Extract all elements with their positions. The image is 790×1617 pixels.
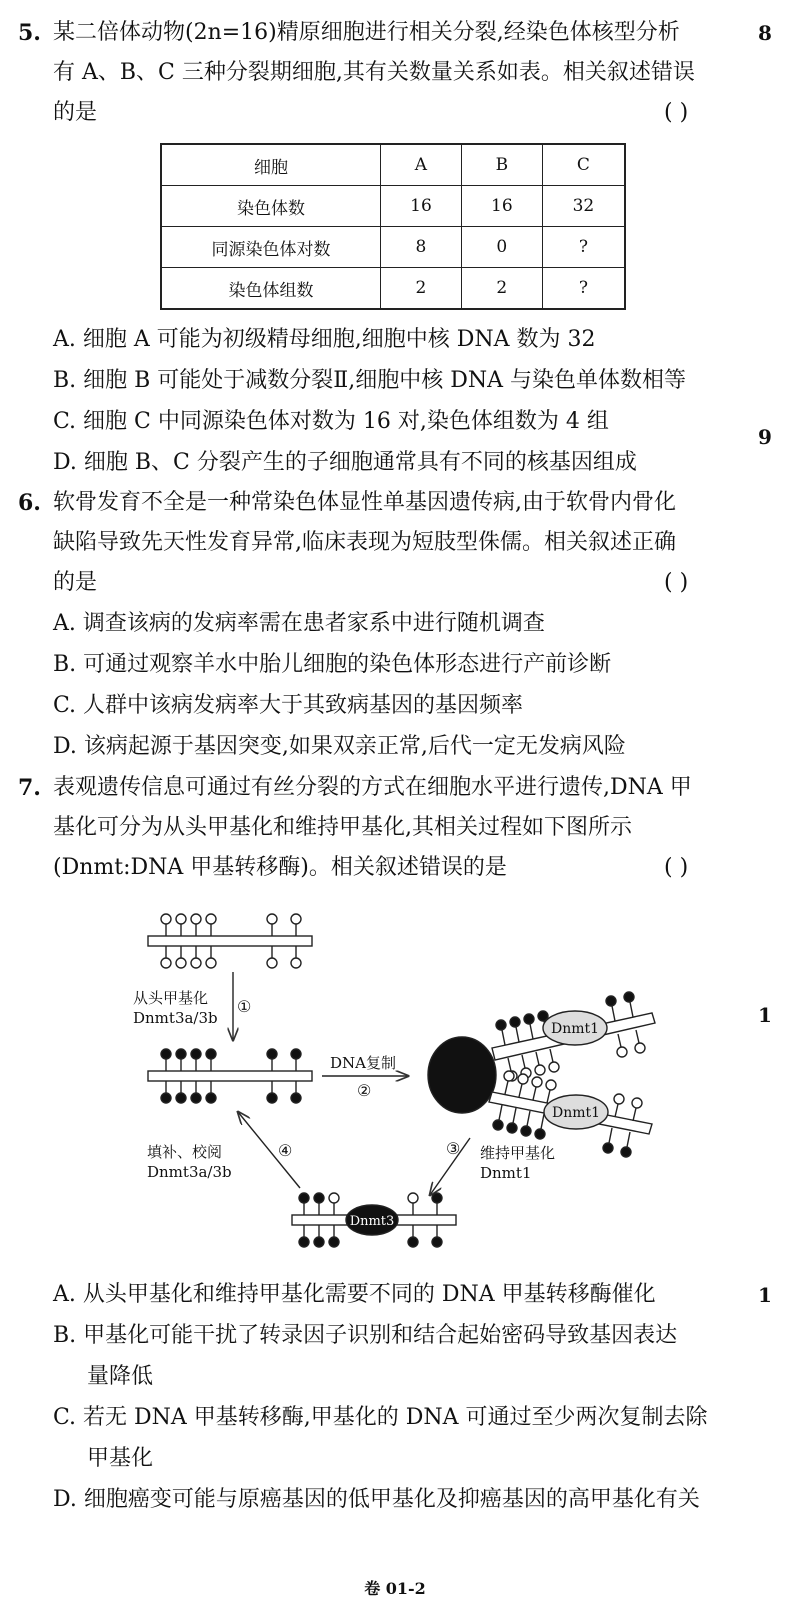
question-6-option-a: A. 调查该病的发病率需在患者家系中进行随机调查 xyxy=(53,611,545,636)
margin-number: 1 xyxy=(758,1003,772,1027)
question-7-stem-line: (Dnmt:DNA 甲基转移酶)。相关叙述错误的是 xyxy=(53,855,507,880)
question-6-option-c: C. 人群中该病发病率大于其致病基因的基因频率 xyxy=(53,693,524,718)
question-7-option-a: A. 从头甲基化和维持甲基化需要不同的 DNA 甲基转移酶催化 xyxy=(53,1282,656,1307)
margin-number: 8 xyxy=(758,21,772,45)
step1-enzyme: Dnmt3a/3b xyxy=(133,1009,218,1027)
table-cell: 8 xyxy=(381,227,462,268)
table-cell: A xyxy=(381,144,462,186)
question-6-option-d: D. 该病起源于基因突变,如果双亲正常,后代一定无发病风险 xyxy=(53,734,626,759)
dnmt3-label: Dnmt3 xyxy=(349,1214,395,1229)
replication-fork-icon xyxy=(428,992,655,1157)
question-6-stem-line: 的是 xyxy=(53,570,98,595)
question-7-option-c-continued: 甲基化 xyxy=(87,1446,154,1471)
table-cell: 同源染色体对数 xyxy=(161,227,381,268)
answer-blank: ( ) xyxy=(664,100,689,125)
table-cell: 16 xyxy=(381,186,462,227)
margin-number: 9 xyxy=(758,425,772,449)
answer-blank: ( ) xyxy=(664,855,689,880)
page-footer: 卷 01-2 xyxy=(364,1579,426,1598)
table-cell: 2 xyxy=(381,268,462,310)
step2-number: ② xyxy=(357,1081,372,1100)
question-7-option-b: B. 甲基化可能干扰了转录因子识别和结合起始密码导致基因表达 xyxy=(53,1323,678,1348)
step1-label: 从头甲基化 xyxy=(133,989,209,1007)
question-6-option-b: B. 可通过观察羊水中胎儿细胞的染色体形态进行产前诊断 xyxy=(53,652,612,677)
step3-label: 维持甲基化 xyxy=(480,1144,556,1162)
step4-enzyme: Dnmt3a/3b xyxy=(147,1163,232,1181)
step3-number: ③ xyxy=(446,1139,461,1158)
table-cell: B xyxy=(461,144,542,186)
methylated-dna-icon xyxy=(148,1049,312,1103)
question-5-stem-line: 的是 xyxy=(53,100,98,125)
dnmt1-label: Dnmt1 xyxy=(550,1021,600,1037)
question-7-option-c: C. 若无 DNA 甲基转移酶,甲基化的 DNA 可通过至少两次复制去除 xyxy=(53,1405,708,1430)
question-5-number: 5. xyxy=(18,20,41,46)
margin-number: 1 xyxy=(758,1283,772,1307)
question-6-number: 6. xyxy=(18,490,41,516)
answer-blank: ( ) xyxy=(664,570,689,595)
step1-number: ① xyxy=(237,997,252,1016)
question-6-stem-line: 缺陷导致先天性发育异常,临床表现为短肢型侏儒。相关叙述正确 xyxy=(53,530,676,555)
question-7-number: 7. xyxy=(18,775,41,801)
table-cell: 细胞 xyxy=(161,144,381,186)
question-5-option-a: A. 细胞 A 可能为初级精母细胞,细胞中核 DNA 数为 32 xyxy=(53,327,596,352)
question-5-option-c: C. 细胞 C 中同源染色体对数为 16 对,染色体组数为 4 组 xyxy=(53,409,609,434)
table-cell: 32 xyxy=(542,186,625,227)
question-6-stem-line: 软骨发育不全是一种常染色体显性单基因遗传病,由于软骨内骨化 xyxy=(53,490,676,515)
step3-enzyme: Dnmt1 xyxy=(480,1164,532,1182)
table-cell: 0 xyxy=(461,227,542,268)
step4-number: ④ xyxy=(278,1141,293,1160)
question-5-stem-line: 有 A、B、C 三种分裂期细胞,其有关数量关系如表。相关叙述错误 xyxy=(53,60,695,85)
dnmt1-label: Dnmt1 xyxy=(551,1105,601,1121)
question-7-option-b-continued: 量降低 xyxy=(87,1364,154,1389)
question-5-option-b: B. 细胞 B 可能处于减数分裂Ⅱ,细胞中核 DNA 与染色单体数相等 xyxy=(53,368,687,393)
table-cell: ? xyxy=(542,227,625,268)
question-5-stem-line: 某二倍体动物(2n=16)精原细胞进行相关分裂,经染色体核型分析 xyxy=(53,20,680,45)
unmethylated-dna-icon xyxy=(148,914,312,968)
question-7-stem-line: 表观遗传信息可通过有丝分裂的方式在细胞水平进行遗传,DNA 甲 xyxy=(53,775,692,800)
table-cell: 2 xyxy=(461,268,542,310)
step4-label: 填补、校阅 xyxy=(147,1143,223,1161)
question-7-option-d: D. 细胞癌变可能与原癌基因的低甲基化及抑癌基因的高甲基化有关 xyxy=(53,1487,700,1512)
table-cell: ? xyxy=(542,268,625,310)
table-cell: C xyxy=(542,144,625,186)
table-cell: 16 xyxy=(461,186,542,227)
question-7-stem-line: 基化可分为从头甲基化和维持甲基化,其相关过程如下图所示 xyxy=(53,815,632,840)
table-cell: 染色体数 xyxy=(161,186,381,227)
step2-label: DNA复制 xyxy=(330,1054,396,1072)
question-5-option-d: D. 细胞 B、C 分裂产生的子细胞通常具有不同的核基因组成 xyxy=(53,450,637,475)
table-cell: 染色体组数 xyxy=(161,268,381,310)
